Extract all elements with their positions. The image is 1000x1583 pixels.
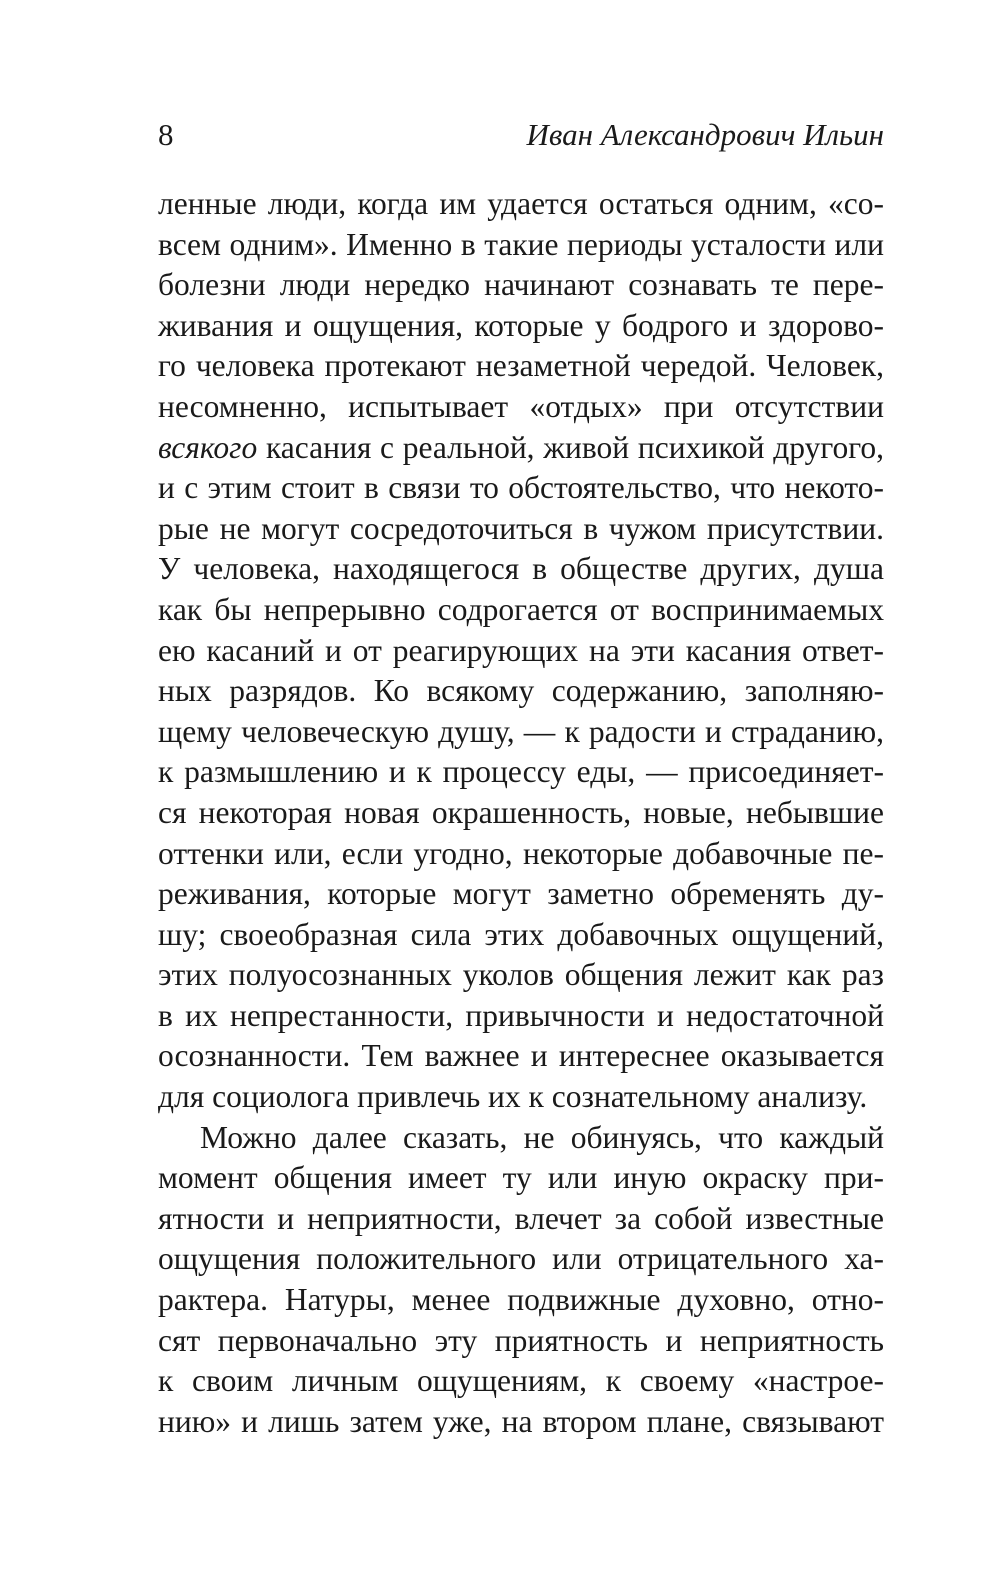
text-line: оттенки или, если угодно, некоторые добавочные пе-: [158, 835, 884, 871]
text-line: ся некоторая новая окрашенность, новые, небывшие: [158, 794, 884, 830]
text-line: сят первоначально эту приятность и неприятность: [158, 1322, 884, 1358]
text-line: как бы непрерывно содрогается от воспринимаемых: [158, 591, 884, 627]
text-line: болезни люди нередко начинают сознавать те пере-: [158, 267, 884, 303]
running-head-author: Иван Александрович Ильин: [526, 117, 884, 152]
text-line: ею касаний и от реагирующих на эти касания ответ-: [158, 632, 884, 668]
text-line: и с этим стоит в связи то обстоятельство, что некото-: [158, 470, 884, 506]
body-text: [158, 184, 884, 1442]
text-line: У человека, находящегося в обществе других, душа: [158, 551, 884, 587]
text-line: в их непрестанности, привычности и недостаточной: [158, 997, 884, 1033]
text-line: ощущения положительного или отрицательного ха-: [158, 1241, 884, 1277]
text-line: живания и ощущения, которые у бодрого и здорово-: [158, 307, 884, 343]
text-line: шу; своеобразная сила этих добавочных ощущений,: [158, 916, 884, 952]
text-line: осознанности. Тем важнее и интереснее оказывается: [158, 1038, 884, 1074]
text-line: к своим личным ощущениям, к своему «настрое-: [158, 1363, 884, 1399]
text-line: ленные люди, когда им удается остаться одним, «со-: [158, 186, 884, 221]
text-line: Можно далее сказать, не обинуясь, что каждый: [200, 1119, 884, 1155]
text-line: момент общения имеет ту или иную окраску при-: [158, 1160, 884, 1196]
paragraph: [158, 184, 884, 1118]
text-line: несомненно, испытывает «отдых» при отсутствии: [158, 388, 884, 424]
text-line: ных разрядов. Ко всякому содержанию, заполняю-: [158, 673, 884, 709]
paragraph: [158, 1118, 884, 1443]
text-line: для социолога привлечь их к сознательному анализу.: [158, 1079, 868, 1115]
text-line: к размышлению и к процессу еды, — присоединяет-: [158, 754, 884, 790]
text-line: нию» и лишь затем уже, на втором плане, связывают: [158, 1403, 884, 1439]
text-line: всем одним». Именно в такие периоды усталости или: [158, 226, 884, 262]
text-line: [158, 428, 884, 469]
text-line: го человека протекают незаметной чередой. Человек,: [158, 348, 884, 384]
text-line: реживания, которые могут заметно обременять ду-: [158, 876, 884, 912]
text-line-rest: касания с реальной, живой психикой другого,: [265, 429, 884, 465]
page-number: 8: [158, 117, 174, 152]
text-line: этих полуосознанных уколов общения лежит как раз: [158, 957, 884, 993]
text-line: рые не могут сосредоточиться в чужом присутствии.: [158, 510, 884, 546]
text-line: ятности и неприятности, влечет за собой известные: [158, 1200, 884, 1236]
page-header: [158, 113, 884, 157]
text-line: рактера. Натуры, менее подвижные духовно, отно-: [158, 1282, 884, 1318]
italic-emphasis: всякого: [158, 429, 258, 465]
text-line: щему человеческую душу, — к радости и страданию,: [158, 713, 884, 749]
